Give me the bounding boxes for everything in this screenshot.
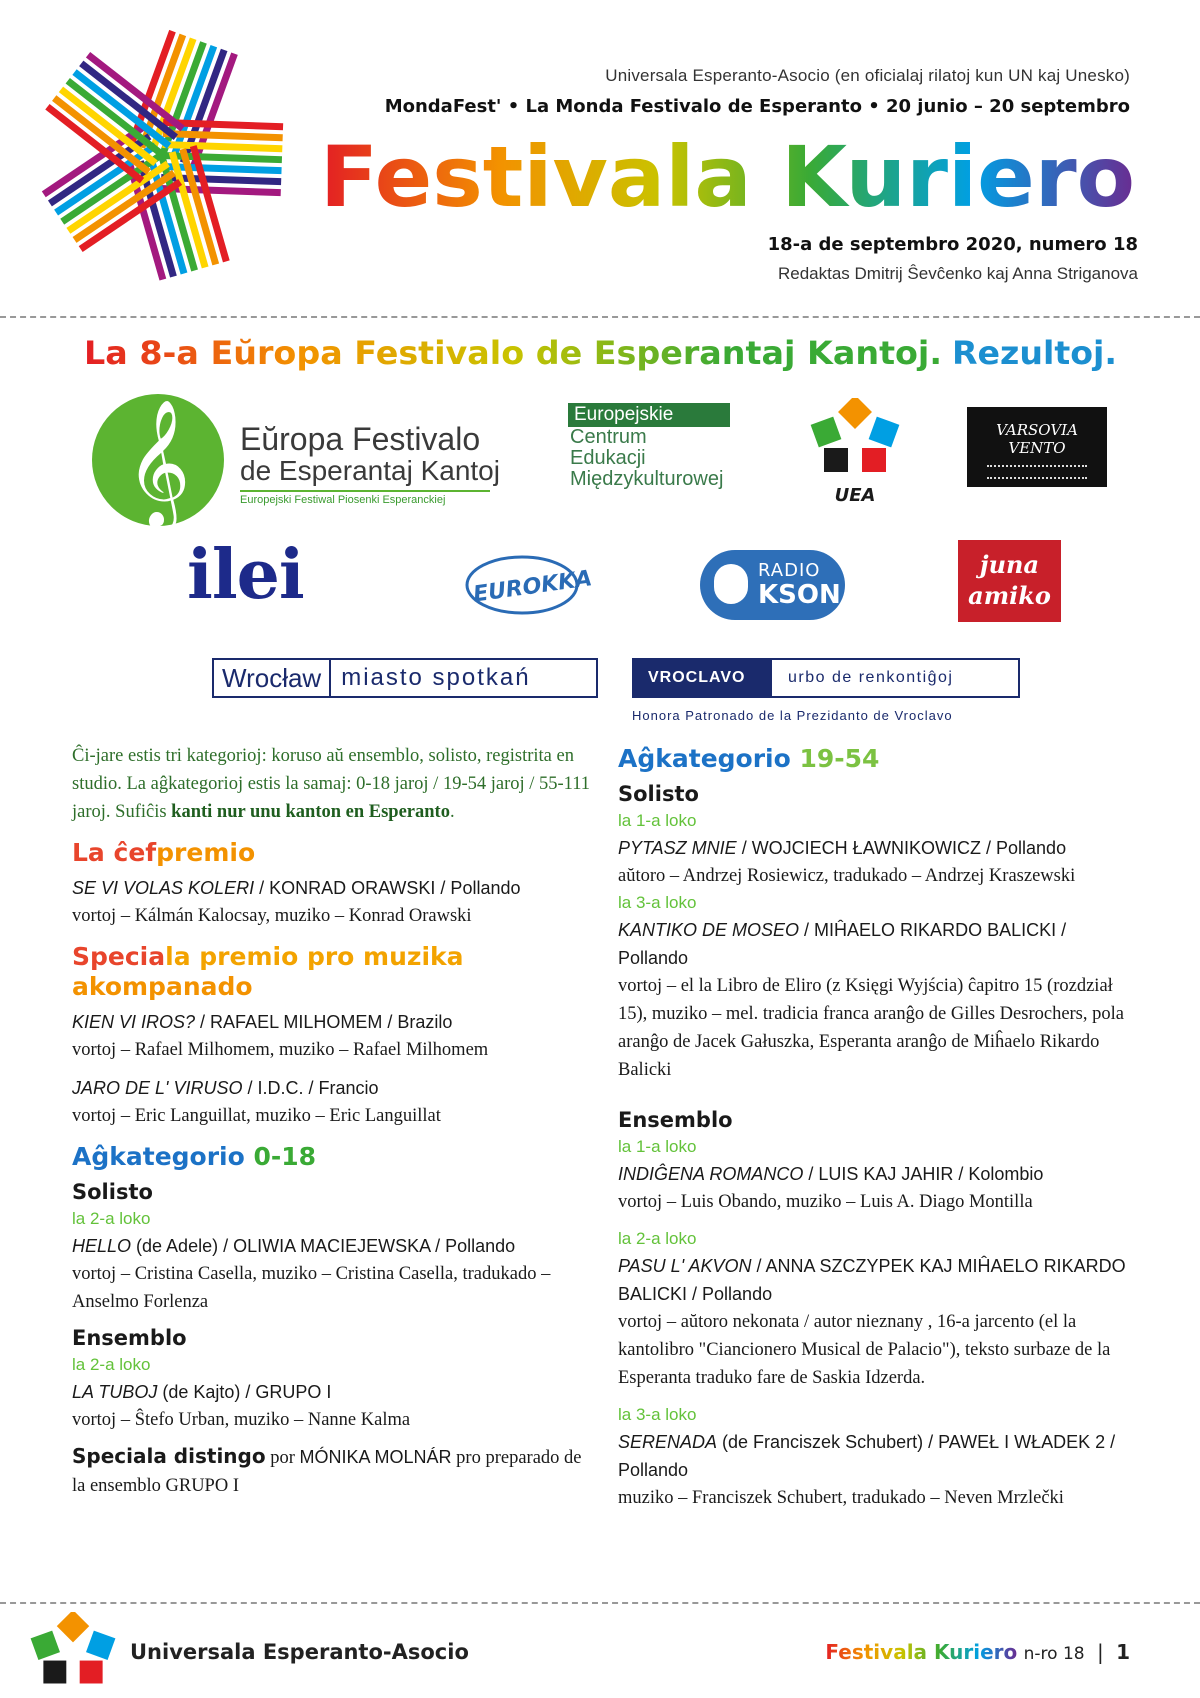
e1-credits: vortoj – Luis Obando, muziko – Luis A. Diago Montilla (618, 1192, 1033, 1212)
varsovia-vento-logo (967, 407, 1107, 487)
divider-bottom (0, 1602, 1200, 1604)
ecem-logo (568, 403, 733, 498)
special-credits-2: vortoj – Eric Languillat, muziko – Eric Languillat (72, 1106, 441, 1126)
header-organization: Universala Esperanto-Asocio (en oficialaj rilatoj kun UN kaj Unesko) (605, 66, 1130, 85)
e3-credits: muziko – Franciszek Schubert, tradukado – Neven Mrzlečki (618, 1488, 1064, 1508)
eurokka-label: EUROKKA (471, 566, 594, 608)
headline-text: La 8-a Eŭropa Festivalo de Esperantaj Kantoj. (84, 334, 942, 372)
footer-issue: n-ro 18 (1023, 1644, 1085, 1664)
vroclavo-slogan: urbo de renkontiĝoj (788, 669, 954, 686)
divider-top (0, 316, 1200, 318)
age-0-18-heading: Aĝkategorio 0-18 (72, 1142, 317, 1171)
title-text: Festivala Kuriero (320, 128, 1135, 220)
ecem-line-2: Centrum (570, 426, 647, 448)
ens-place: la 2-a loko (72, 1355, 151, 1374)
amiko-label: amiko (968, 581, 1051, 610)
newsletter-title (320, 128, 1140, 220)
p3-place: la 3-a loko (618, 893, 697, 912)
wroclaw-slogan: miasto spotkań (341, 664, 531, 691)
radio-kson-logo (700, 550, 845, 620)
p1-entry: PYTASZ MNIE / WOJCIECH ŁAWNIKOWICZ / Pollando (618, 838, 1067, 858)
uea-logo (810, 398, 900, 506)
e3-entry: SERENADA (de Franciszek Schubert) / PAWEŁ I WŁADEK 2 / Pollando (618, 1432, 1116, 1480)
e1-entry: INDIĜENA ROMANCO / LUIS KAJ JAHIR / Kolombio (618, 1164, 1044, 1184)
uea-squares-icon (810, 398, 900, 478)
uea-label: UEA (834, 485, 876, 506)
p1-credits: aŭtoro – Andrzej Rosiewicz, tradukado – Andrzej Kraszewski (618, 866, 1076, 886)
editors: Redaktas Dmitrij Ŝevĉenko kaj Anna Striganova (777, 264, 1138, 283)
juna-amiko-logo (958, 540, 1061, 622)
p3-credits: vortoj – el la Libro de Eliro (z Księgi Wyjścia) ĉapitro 15 (rozdział 15), muziko – mel. tradicia franca aranĝo de Gilles Desrochers, pola aranĝo de Jacek Gałuszka, Esperanta aranĝo de Miĥaelo Rikardo Balicki (618, 976, 1124, 1080)
ecem-line-1: Europejskie (568, 403, 730, 427)
solo-credits: vortoj – Cristina Casella, muziko – Cristina Casella, tradukado – Anselmo Forlenza (72, 1264, 551, 1312)
vroclavo-logo (632, 658, 1020, 698)
footer-organization: Universala Esperanto-Asocio (130, 1640, 469, 1664)
right-column (618, 744, 1133, 1512)
chief-prize-credits: vortoj – Kálmán Kalocsay, muziko – Konrad Orawski (72, 906, 472, 926)
e1-place: la 1-a loko (618, 1137, 697, 1156)
juna-label: juna (979, 550, 1040, 579)
treble-clef-icon (88, 390, 228, 530)
microphone-icon (714, 564, 748, 604)
footer-separator: | (1096, 1640, 1104, 1664)
special-prize-heading: Speciala premio pro muzika akompanado (72, 942, 464, 1001)
special-credits-1: vortoj – Rafael Milhomem, muziko – Rafael Milhomem (72, 1040, 489, 1060)
ecem-line-3: Edukacji (570, 447, 646, 469)
wroclaw-label: Wrocław (214, 660, 331, 696)
festival-star-logo (30, 25, 295, 285)
solisto-heading: Solisto (72, 1180, 153, 1204)
page-number: 1 (1116, 1640, 1130, 1664)
left-column (72, 742, 592, 1500)
efek-title-2: de Esperantaj Kantoj (240, 455, 500, 486)
header-festival-line: MondaFest' • La Monda Festivalo de Esperanto • 20 junio – 20 septembro (384, 96, 1130, 117)
ilei-logo: ilei (187, 535, 304, 615)
efek-logo (88, 390, 508, 530)
footer-title: Festivala Kuriero (825, 1640, 1018, 1664)
ens-entry: LA TUBOJ (de Kajto) / GRUPO I (72, 1382, 332, 1402)
svg-text:𝄞: 𝄞 (125, 398, 191, 526)
vroclavo-label: VROCLAVO (634, 660, 772, 696)
efek-title-1: Eŭropa Festivalo (240, 421, 481, 457)
special-entry-2: JARO DE L' VIRUSO / I.D.C. / Francio (72, 1078, 379, 1098)
special-distinction: Speciala distingo por MÓNIKA MOLNÁR pro preparado de la ensemblo GRUPO I (72, 1444, 582, 1496)
ecem-line-4: Międzykulturowej (570, 468, 724, 490)
special-entry-1: KIEN VI IROS? / RAFAEL MILHOMEM / Brazilo (72, 1012, 453, 1032)
ens-credits: vortoj – Ŝtefo Urban, muziko – Nanne Kalma (72, 1410, 411, 1430)
footer-pageinfo (825, 1640, 1130, 1664)
e2-place: la 2-a loko (618, 1229, 697, 1248)
p3-entry: KANTIKO DE MOSEO / MIĤAELO RIKARDO BALICKI / Pollando (618, 920, 1067, 968)
headline (0, 328, 1200, 378)
headline-results: Rezultoj. (952, 334, 1117, 372)
radio-label: RADIO (758, 560, 821, 581)
issue-date: 18-a de septembro 2020, numero 18 (767, 234, 1138, 255)
efek-title-3: Europejski Festiwal Piosenki Esperanckiej (240, 494, 446, 506)
wroclaw-logo (212, 658, 598, 698)
solo-place: la 2-a loko (72, 1209, 151, 1228)
age-19-54-heading: Aĝkategorio 19-54 (618, 744, 880, 773)
e2-entry: PASU L' AKVON / ANNA SZCZYPEK KAJ MIĤAELO RIKARDO BALICKI / Pollando (618, 1256, 1126, 1304)
solo-entry: HELLO (de Adele) / OLIWIA MACIEJEWSKA / Pollando (72, 1236, 516, 1256)
intro-paragraph: Ĉi-jare estis tri kategorioj: koruso aŭ ensemblo, solisto, registrita en studio. La aĝkategorioj estis la samaj: 0-18 jaroj / 19-54 jaroj / 55-111 jaroj. Sufiĉis kanti nur unu kanton en Esperanto. (72, 746, 591, 822)
eurokka-logo (462, 540, 622, 620)
varsovia-label: VARSOVIA VENTO (996, 421, 1078, 457)
e3-place: la 3-a loko (618, 1405, 697, 1424)
e2-credits: vortoj – aŭtoro nekonata / autor nieznany , 16-a jarcento (el la kantolibro "Ciancionero Musical de Palacio"), teksto surbaze de la Esperanta traduko fare de Saskia Idzerda. (618, 1312, 1111, 1388)
patronage: Honora Patronado de la Prezidanto de Vroclavo (632, 708, 953, 723)
chief-prize-heading: La ĉefpremio (72, 838, 256, 867)
uea-footer-logo-icon (30, 1612, 116, 1690)
chief-prize-entry: SE VI VOLAS KOLERI / KONRAD ORAWSKI / Pollando (72, 878, 521, 898)
solisto-heading-2: Solisto (618, 782, 699, 806)
ensemblo-heading-2: Ensemblo (618, 1108, 733, 1132)
kson-label: KSON (758, 580, 841, 610)
p1-place: la 1-a loko (618, 811, 697, 830)
ensemblo-heading: Ensemblo (72, 1326, 187, 1350)
